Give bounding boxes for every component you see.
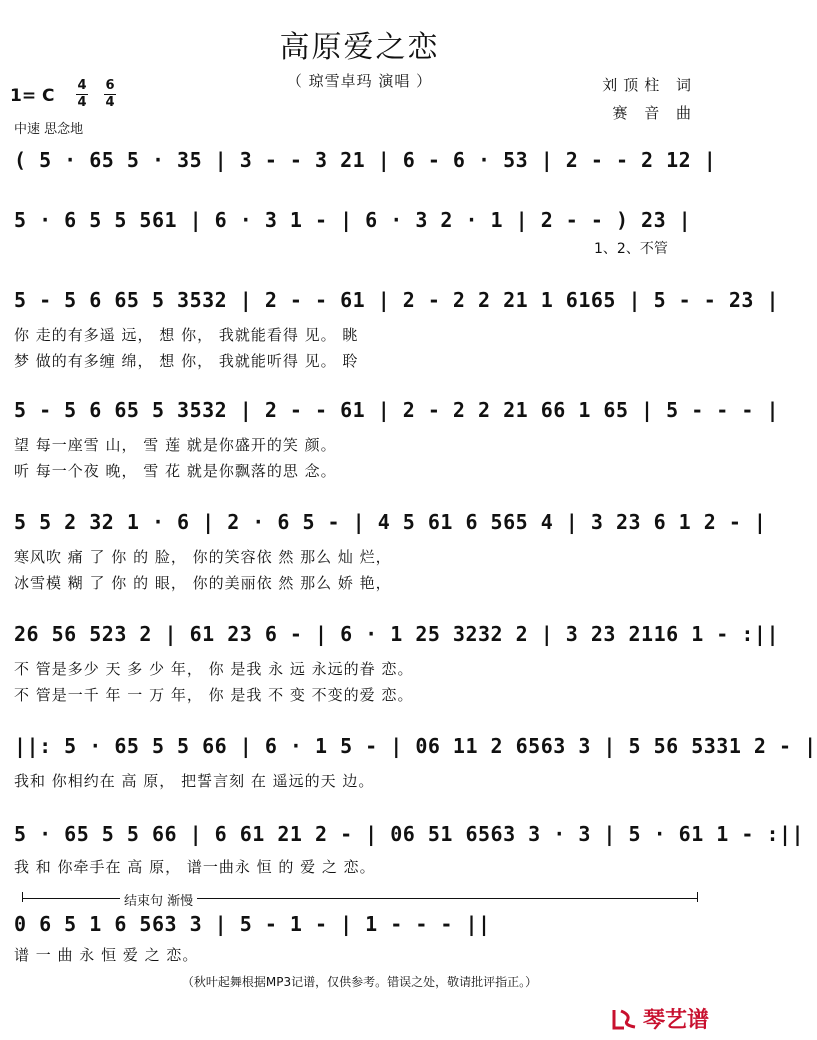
lyric-line-4-verse-2: 听 每一个夜 晚， 雪 花 就是你飘落的思 念。 bbox=[14, 462, 337, 480]
score-line-7: ||: 5 · 65 5 5 66 | 6 · 1 5 - | 06 11 2 6563 3 | 5 56 5331 2 - | bbox=[14, 734, 817, 758]
lyric-line-4-verse-1: 望 每一座雪 山， 雪 莲 就是你盛开的笑 颜。 bbox=[14, 436, 337, 454]
ending-bracket-right bbox=[697, 892, 698, 902]
ending-label: 结束句 渐慢 bbox=[120, 890, 197, 909]
lyric-line-6-verse-1: 不 管是多少 天 多 少 年， 你 是我 永 远 永远的眷 恋。 bbox=[14, 660, 414, 678]
ending-bracket-left bbox=[22, 892, 23, 902]
score-line-2: 5 · 6 5 5 561 | 6 · 3 1 - | 6 · 3 2 · 1 | 2 - - ) 23 | bbox=[14, 208, 692, 232]
verse-marker: 1、2、不管 bbox=[594, 241, 668, 257]
transcription-note: （秋叶起舞根据MP3记谱，仅供参考。错误之处，敬请批评指正。） bbox=[181, 975, 538, 989]
watermark-logo bbox=[611, 1003, 709, 1034]
lyric-line-7: 我和 你相约在 高 原， 把誓言刻 在 遥远的天 边。 bbox=[14, 772, 375, 790]
time-signature-second bbox=[104, 78, 116, 111]
meter-bottom: 4 bbox=[77, 95, 87, 110]
score-line-1: ( 5 · 65 5 · 35 | 3 - - 3 21 | 6 - 6 · 53 | 2 - - 2 12 | bbox=[14, 148, 717, 172]
score-line-8: 5 · 65 5 5 66 | 6 61 21 2 - | 06 51 6563 3 · 3 | 5 · 61 1 - :|| bbox=[14, 822, 805, 846]
lyric-line-3-verse-1: 你 走的有多遥 远， 想 你， 我就能看得 见。 眺 bbox=[14, 326, 359, 344]
lyric-line-8: 我 和 你牵手在 高 原， 谱一曲永 恒 的 爱 之 恋。 bbox=[14, 858, 376, 876]
lyric-line-6-verse-2: 不 管是一千 年 一 万 年， 你 是我 不 变 不变的爱 恋。 bbox=[14, 686, 414, 704]
score-line-4: 5 - 5 6 65 5 3532 | 2 - - 61 | 2 - 2 2 21 66 1 65 | 5 - - - | bbox=[14, 398, 780, 422]
score-line-3: 5 - 5 6 65 5 3532 | 2 - - 61 | 2 - 2 2 21 1 6165 | 5 - - 23 | bbox=[14, 288, 780, 312]
lyric-line-9: 谱 一 曲 永 恒 爱 之 恋。 bbox=[14, 946, 199, 964]
watermark-text: 琴艺谱 bbox=[642, 1008, 709, 1033]
score-line-5: 5 5 2 32 1 · 6 | 2 · 6 5 - | 4 5 61 6 565 4 | 3 23 6 1 2 - | bbox=[14, 510, 767, 534]
logo-icon bbox=[611, 1007, 639, 1031]
lyric-line-5-verse-1: 寒风吹 痛 了 你 的 脸， 你的笑容依 然 那么 灿 烂， bbox=[14, 548, 392, 566]
meter-bottom: 4 bbox=[105, 95, 115, 110]
performer-subtitle: （ 琼雪卓玛 演唱 ） bbox=[286, 72, 433, 90]
tempo-marking: 中速 思念地 bbox=[14, 122, 84, 137]
lyricist-credit: 刘顶柱 词 bbox=[602, 76, 697, 94]
time-signature-first bbox=[76, 78, 88, 111]
meter-top: 4 bbox=[77, 78, 87, 93]
lyric-line-5-verse-2: 冰雪模 糊 了 你 的 眼， 你的美丽依 然 那么 娇 艳， bbox=[14, 574, 392, 592]
lyric-line-3-verse-2: 梦 做的有多缠 绵， 想 你， 我就能听得 见。 聆 bbox=[14, 352, 359, 370]
score-line-9: 0 6 5 1 6 563 3 | 5 - 1 - | 1 - - - || bbox=[14, 912, 491, 936]
composer-credit: 赛 音 曲 bbox=[612, 104, 697, 122]
score-line-6: 26 56 523 2 | 61 23 6 - | 6 · 1 25 3232 2 | 3 23 2116 1 - :|| bbox=[14, 622, 780, 646]
page-title: 高原爱之恋 bbox=[279, 30, 440, 65]
meter-top: 6 bbox=[105, 78, 115, 93]
key-signature: 1= C bbox=[10, 86, 55, 106]
